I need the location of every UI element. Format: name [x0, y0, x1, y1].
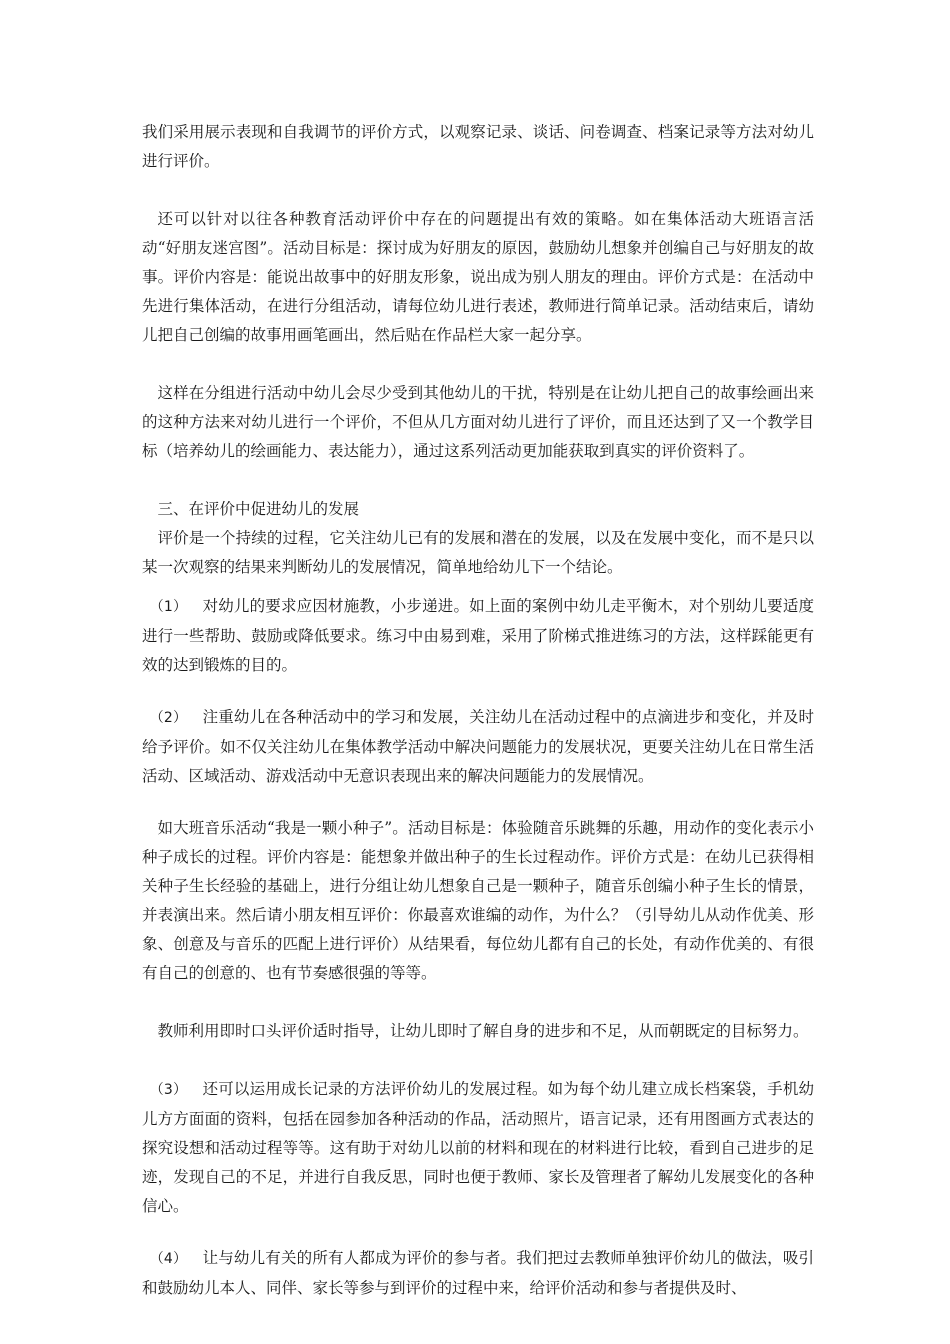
list-marker-2: （2）: [149, 710, 188, 726]
list-marker-4: （4）: [149, 1251, 188, 1267]
list-item-4-text: 让与幼儿有关的所有人都成为评价的参与者。我们把过去教师单独评价幼儿的做法，吸引和鼓励幼儿本人、同伴、家长等参与到评价的过程中来，给评价活动和参与者提供及时、: [142, 1249, 815, 1297]
list-marker-1: （1）: [149, 599, 188, 615]
list-item-1-text: 对幼儿的要求应因材施教，小步递进。如上面的案例中幼儿走平衡木，对个别幼儿要适度进行一些帮助、鼓励或降低要求。练习中由易到难，采用了阶梯式推进练习的方法，这样踩能更有效的达到锻炼的目的。: [142, 597, 815, 674]
paragraph-group-activity-benefits: 这样在分组进行活动中幼儿会尽少受到其他幼儿的干扰，特别是在让幼儿把自己的故事绘画出来的这种方法来对幼儿进行一个评价，不但从几方面对幼儿进行了评价，而且还达到了又一个教学目标（培养幼儿的绘画能力、表达能力），通过这系列活动更加能获取到真实的评价资料了。: [142, 384, 814, 460]
list-item-4: [142, 1244, 814, 1303]
document-body: [142, 118, 814, 1303]
list-item-1: [142, 592, 814, 680]
paragraph-evaluation-methods: 我们采用展示表现和自我调节的评价方式，以观察记录、谈话、问卷调查、档案记录等方法对幼儿进行评价。: [142, 123, 814, 170]
paragraph-music-activity-example: 如大班音乐活动“我是一颗小种子”。活动目标是：体验随音乐跳舞的乐趣，用动作的变化表示小种子成长的过程。评价内容是：能想象并做出种子的生长过程动作。评价方式是：在幼儿已获得相关种子生长经验的基础上，进行分组让幼儿想象自己是一颗种子，随音乐创编小种子生长的情景，并表演出来。然后请小朋友相互评价：你最喜欢谁编的动作，为什么？（引导幼儿从动作优美、形象、创意及与音乐的匹配上进行评价）从结果看，每位幼儿都有自己的长处，有动作优美的、有很有自己的创意的、也有节奏感很强的等等。: [142, 819, 814, 982]
list-item-2: [142, 703, 814, 791]
paragraph-continuous-evaluation: 评价是一个持续的过程，它关注幼儿已有的发展和潜在的发展，以及在发展中变化，而不是只以某一次观察的结果来判断幼儿的发展情况，简单地给幼儿下一个结论。: [142, 529, 814, 576]
list-item-2-text: 注重幼儿在各种活动中的学习和发展，关注幼儿在活动过程中的点滴进步和变化，并及时给予评价。如不仅关注幼儿在集体教学活动中解决问题能力的发展状况，更要关注幼儿在日常生活活动、区域活动、游戏活动中无意识表现出来的解决问题能力的发展情况。: [142, 708, 815, 785]
list-item-3: [142, 1075, 814, 1221]
paragraph-language-activity-example: 还可以针对以往各种教育活动评价中存在的问题提出有效的策略。如在集体活动大班语言活动“好朋友迷宫图”。活动目标是：探讨成为好朋友的原因，鼓励幼儿想象并创编自己与好朋友的故事。评价内容是：能说出故事中的好朋友形象，说出成为别人朋友的理由。评价方式是：在活动中先进行集体活动，在进行分组活动，请每位幼儿进行表述，教师进行简单记录。活动结束后，请幼儿把自己创编的故事用画笔画出，然后贴在作品栏大家一起分享。: [142, 210, 814, 344]
list-marker-3: （3）: [149, 1082, 188, 1098]
list-item-3-text: 还可以运用成长记录的方法评价幼儿的发展过程。如为每个幼儿建立成长档案袋，手机幼儿方方面面的资料，包括在园参加各种活动的作品，活动照片，语言记录，还有用图画方式表达的探究设想和活动过程等等。这有助于对幼儿以前的材料和现在的材料进行比较，看到自己进步的足迹，发现自己的不足，并进行自我反思，同时也便于教师、家长及管理者了解幼儿发展变化的各种信心。: [142, 1080, 815, 1215]
paragraph-oral-evaluation: 教师利用即时口头评价适时指导，让幼儿即时了解自身的进步和不足，从而朝既定的目标努力。: [157, 1022, 809, 1040]
section-heading-three: 三、在评价中促进幼儿的发展: [157, 500, 360, 518]
